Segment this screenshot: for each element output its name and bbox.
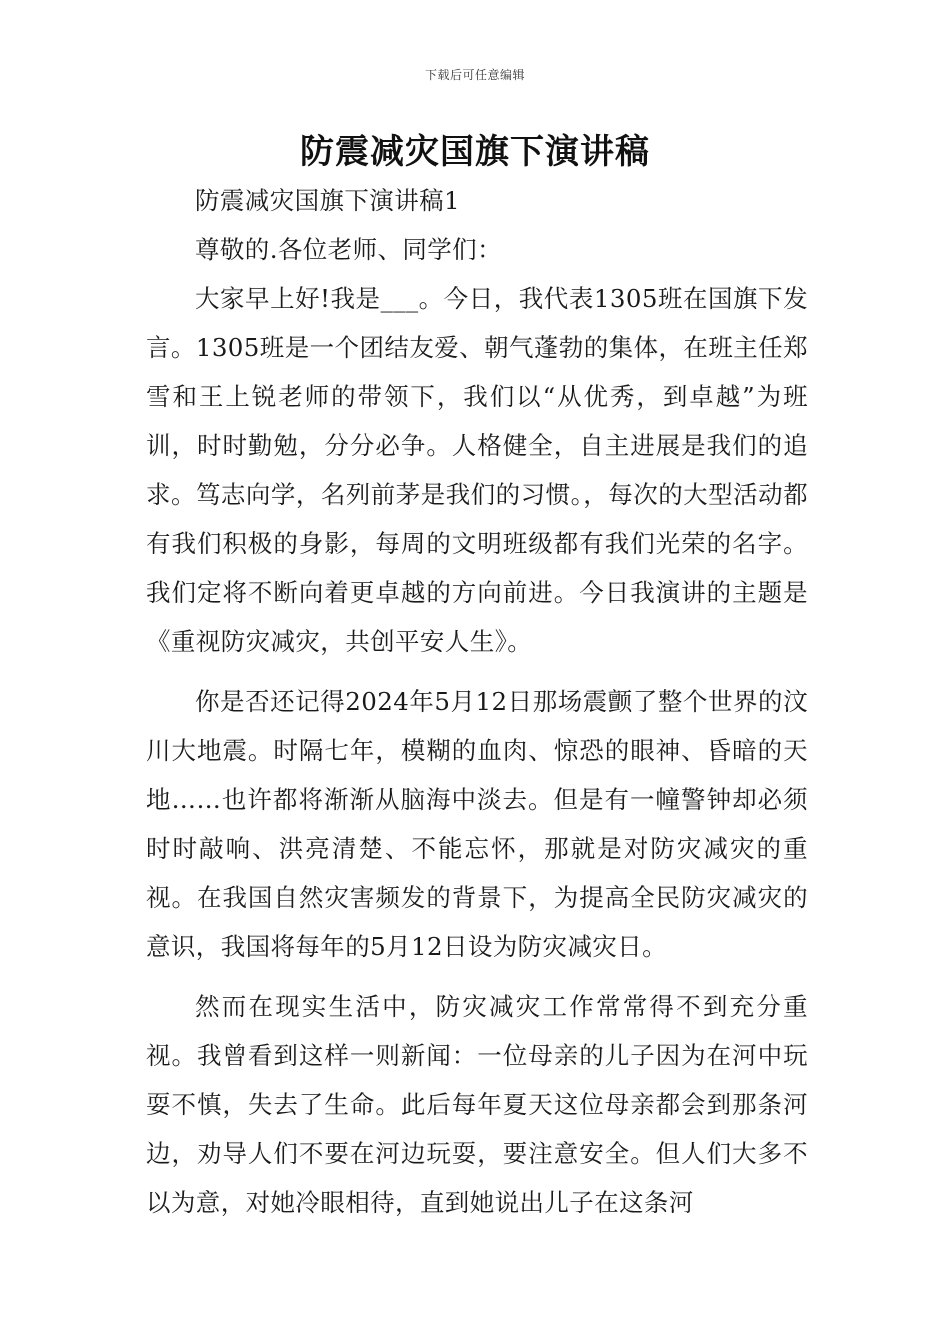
paragraph-2: 你是否还记得2024年5月12日那场震颤了整个世界的汶川大地震。时隔七年，模糊的血肉、惊恐的眼神、昏暗的天地……也许都将渐渐从脑海中淡去。但是有一幢警钟却必须时时敲响、洪亮清楚、不能忘怀，那就是对防灾减灾的重视。在我国自然灾害频发的背景下，为提高全民防灾减灾的意识，我国将每年的5月12日设为防灾减灾日。 — [146, 687, 808, 961]
paragraph-1: 大家早上好!我是___。今日，我代表1305班在国旗下发言。1305班是一个团结友爱、朝气蓬勃的集体，在班主任郑雪和王上锐老师的带领下，我们以“从优秀，到卓越”为班训，时时勤勉，分分必争。人格健全，自主进展是我们的追求。笃志向学，名列前茅是我们的习惯。，每次的大型活动都有我们积极的身影，每周的文明班级都有我们光荣的名字。我们定将不断向着更卓越的方向前进。今日我演讲的主题是《重视防灾减灾，共创平安人生》。 — [146, 284, 808, 656]
salutation-line: 尊敬的.各位老师、同学们： — [195, 235, 502, 264]
header-note: 下载后可任意编辑 — [424, 68, 525, 82]
subtitle-line: 防震减灾国旗下演讲稿1 — [195, 186, 460, 215]
document-body — [146, 176, 808, 1227]
document-title: 防震减灾国旗下演讲稿 — [300, 132, 650, 172]
paragraph-3: 然而在现实生活中，防灾减灾工作常常得不到充分重视。我曾看到这样一则新闻：一位母亲的儿子因为在河中玩耍不慎，失去了生命。此后每年夏天这位母亲都会到那条河边，劝导人们不要在河边玩耍，要注意安全。但人们大多不以为意，对她冷眼相待，直到她说出儿子在这条河 — [146, 992, 808, 1217]
